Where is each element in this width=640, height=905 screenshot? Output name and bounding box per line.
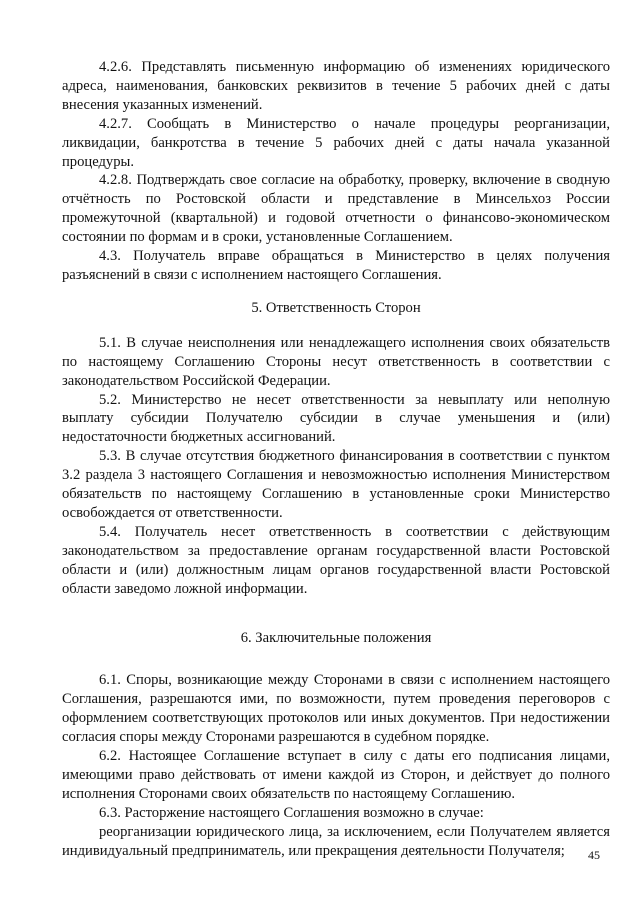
paragraph-5-1: 5.1. В случае неисполнения или ненадлежащего исполнения своих обязательств по настоящему Соглашению Стороны несут ответственность в соответствии с законодательством Российской Федерации. [62,334,610,389]
paragraph-6-3-item: реорганизации юридического лица, за исключением, если Получателем является индивидуальный предприниматель, или прекращения деятельности Получателя; [62,823,610,859]
section-5-heading: 5. Ответственность Сторон [251,299,421,316]
paragraph-6-1: 6.1. Споры, возникающие между Сторонами в связи с исполнением настоящего Соглашения, разрешаются ими, по возможности, путем проведения переговоров с оформлением соответствующих протоколов или иных документов. При недостижении согласия споры между Сторонами разрешаются в судебном порядке. [62,672,610,746]
paragraph-5-3: 5.3. В случае отсутствия бюджетного финансирования в соответствии с пунктом 3.2 раздела 3 настоящего Соглашения и невозможностью исполнения Министерством обязательств по настоящему Соглашению в установленные сроки Министерство освобождается от ответственности. [62,448,610,521]
paragraph-4-3: 4.3. Получатель вправе обращаться в Министерство в целях получения разъяснений в связи с исполнением настоящего Соглашения. [62,248,610,283]
document-body [62,58,610,860]
paragraph-6-3: 6.3. Расторжение настоящего Соглашения возможно в случае: [99,804,484,821]
page-number: 45 [588,848,600,862]
section-6-heading: 6. Заключительные положения [240,630,432,647]
paragraph-4-2-7: 4.2.7. Сообщать в Министерство о начале процедуры реорганизации, ликвидации, банкротства в течение 5 рабочих дней с даты начала указанной процедуры. [62,115,610,170]
paragraph-4-2-6: 4.2.6. Представлять письменную информацию об изменениях юридического адреса, наименования, банковских реквизитов в течение 5 рабочих дней с даты внесения указанных изменений. [62,59,610,113]
paragraph-4-2-8: 4.2.8. Подтверждать свое согласие на обработку, проверку, включение в сводную отчётность по Ростовской области и представление в Минсельхоз России промежуточной (квартальной) и годовой отчетности о финансово-экономическом состоянии по формам и в сроки, установленные Соглашением. [62,172,610,246]
paragraph-5-2: 5.2. Министерство не несет ответственности за невыплату или неполную выплату субсидии Получателю субсидии в случае уменьшения и (или) недостаточности бюджетных ассигнований. [62,391,610,446]
paragraph-6-2: 6.2. Настоящее Соглашение вступает в силу с даты его подписания лицами, имеющими право действовать от имени каждой из Сторон, и действует до полного исполнения Сторонами своих обязательств по настоящему Соглашению. [62,748,610,802]
paragraph-5-4: 5.4. Получатель несет ответственность в соответствии с действующим законодательством за предоставление органам государственной власти Ростовской области и (или) должностным лицам органов государственной власти Ростовской области заведомо ложной информации. [62,523,610,597]
